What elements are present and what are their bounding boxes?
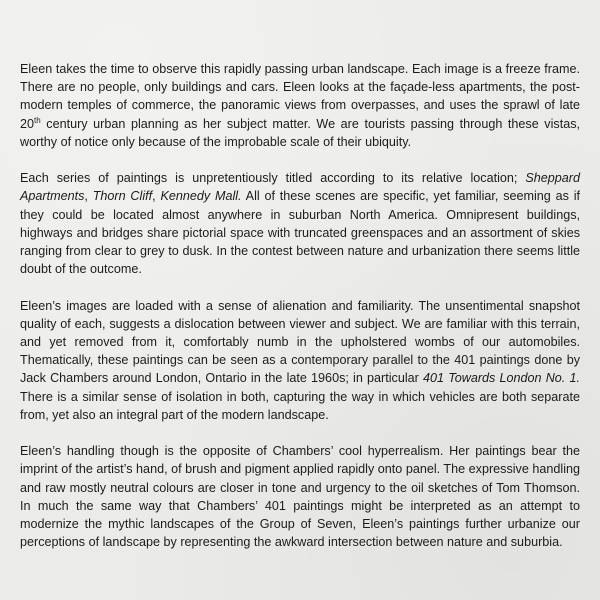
paragraph-2-text-b: All of these scenes are specific, yet familiar, seeming as if they could be located almost anywhere in suburban North America. Omnipresent buildings, highways and bridges share pictorial space with truncated greenspaces and an assortment of skies ranging from clear to grey to dusk. In the contest between nature and urbanization there seems little doubt of the outcome. [20,189,581,277]
painting-title: Sheppard Apartments [20,171,580,204]
paragraph-3-text-b: There is a similar sense of isolation in both, capturing the way in which vehicles are both separate from, yet also an integral part of the modern landscape. [20,389,580,422]
paragraph-1-text-b: century urban planning as her subject matter. We are tourists passing through these vistas, worthy of notice only because of the improbable scale of their ubiquity. [20,116,580,149]
paragraph-2 [20,169,580,278]
paragraph-1-text-a: Eleen takes the time to observe this rapidly passing urban landscape. Each image is a freeze frame. There are no people, only buildings and cars. Eleen looks at the façade-less apartments, the post-modern temples of commerce, the panoramic views from overpasses, and uses the sprawl of late 20 [20,62,580,131]
painting-title: 401 Towards London No. 1. [423,371,580,386]
paragraph-2-text-a: Each series of paintings is unpretentiously titled according to its relative location; [20,171,526,186]
paragraph-3-text-a: Eleen’s images are loaded with a sense of alienation and familiarity. The unsentimental snapshot quality of each, suggests a dislocation between viewer and subject. We are familiar with this terrain, and yet removed from it, comfortably numb in the upholstered wombs of our automobiles. Thematically, these paintings can be seen as a contemporary parallel to the 401 paintings done by Jack Chambers around London, Ontario in the late 1960s; in particular [20,298,580,386]
paragraph-4: Eleen’s handling though is the opposite of Chambers’ cool hyperrealism. Her paintings bear the imprint of the artist’s hand, of brush and pigment applied rapidly onto panel. The expressive handling and raw mostly neutral colours are closer in tone and urgency to the oil sketches of Tom Thomson. In much the same way that Chambers’ 401 paintings might be interpreted as an attempt to modernize the mythic landscapes of the Group of Seven, Eleen’s paintings further urbanize our perceptions of landscape by representing the awkward intersection between nature and suburbia. [20,444,580,550]
separator: , [152,189,161,204]
ordinal-suffix: th [34,115,41,125]
paragraph-1 [20,60,580,151]
painting-title: Kennedy Mall. [160,189,242,204]
painting-title: Thorn Cliff [92,189,153,204]
separator: , [84,189,93,204]
paragraph-3 [20,297,580,424]
essay-body [20,60,580,570]
